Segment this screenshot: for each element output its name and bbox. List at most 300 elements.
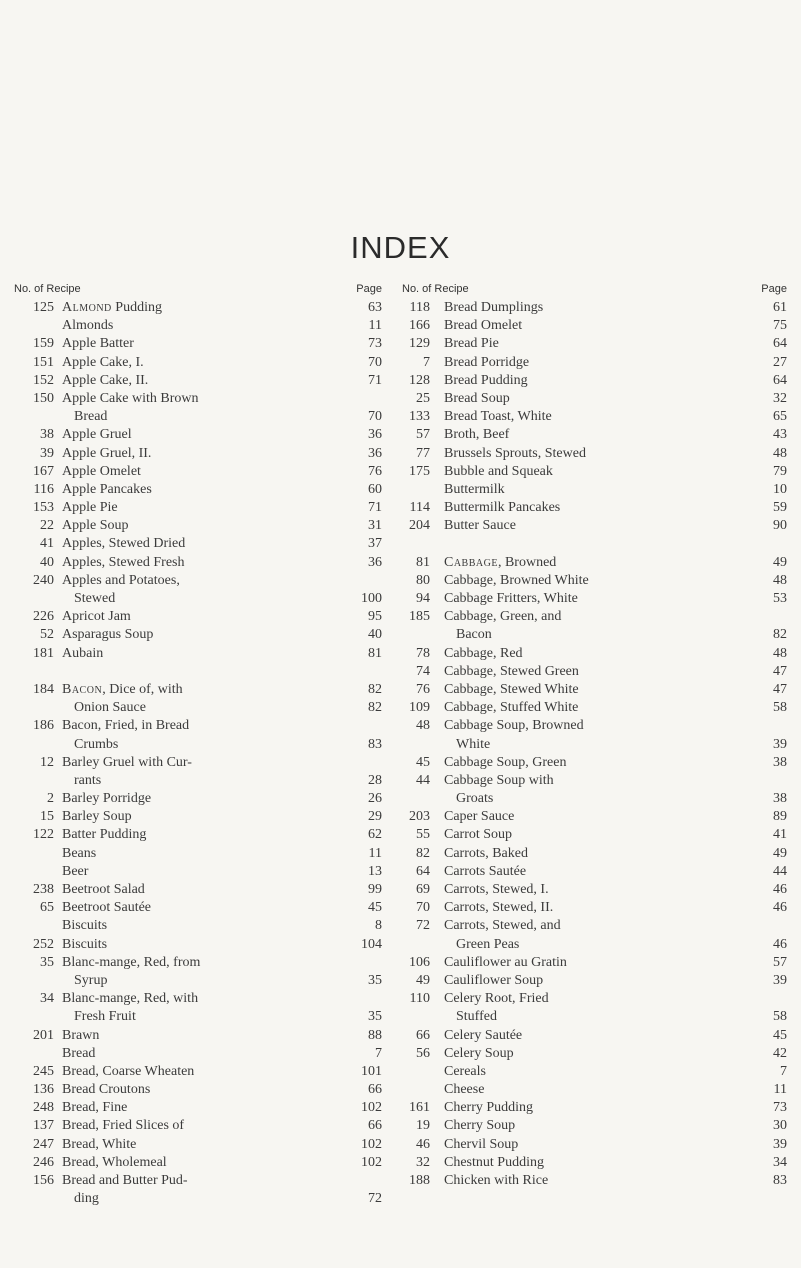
- entry-title: Beetroot Sautée: [62, 900, 152, 916]
- recipe-number: 48: [416, 718, 430, 734]
- recipe-number: 125: [33, 300, 54, 315]
- entry-line: [14, 481, 382, 499]
- entry-title: Carrots, Stewed, and: [444, 918, 561, 934]
- recipe-number: 203: [409, 809, 430, 825]
- entry-title: Bread, White: [62, 1136, 137, 1152]
- entry-line: [402, 1045, 787, 1063]
- recipe-number: 2: [47, 791, 54, 807]
- entry-title: Crumbs: [74, 736, 119, 752]
- page-number: 64: [773, 336, 787, 352]
- entry-title: Apple Pancakes: [62, 481, 152, 497]
- page-number: 65: [773, 409, 787, 425]
- entry-title: Syrup: [74, 972, 108, 988]
- entry-title: Beetroot Salad: [62, 882, 145, 897]
- entry-title: Cabbage, Browned: [444, 554, 557, 570]
- index-entry: [14, 681, 382, 717]
- recipe-number: 181: [33, 645, 54, 661]
- index-entry: [14, 626, 382, 644]
- index-entry: [14, 881, 382, 899]
- entry-title: Cabbage Fritters, White: [444, 591, 578, 606]
- entry-title: Cabbage, Red: [444, 645, 523, 661]
- entry-title: Bread Pudding: [444, 372, 528, 388]
- entry-line: [14, 1172, 382, 1190]
- recipe-number: 201: [33, 1027, 54, 1043]
- entry-line: [402, 1081, 787, 1099]
- recipe-number: 49: [416, 972, 430, 988]
- entry-line: [402, 445, 787, 463]
- entry-line: [402, 354, 787, 372]
- page-number: 61: [773, 300, 787, 315]
- index-entry: [14, 535, 382, 553]
- column-header: [14, 283, 382, 299]
- index-entry: [402, 426, 787, 444]
- entry-line: [402, 408, 787, 426]
- page-number: 90: [773, 518, 787, 534]
- index-entry: [402, 572, 787, 590]
- entry-line: [402, 1154, 787, 1172]
- entry-title: Blanc-mange, Red, from: [62, 954, 201, 970]
- entry-title: Beer: [62, 863, 89, 879]
- recipe-number: 12: [40, 754, 54, 770]
- entry-line: [14, 754, 382, 772]
- entry-line: [14, 535, 382, 553]
- page-number: 76: [368, 463, 382, 479]
- entry-line: [14, 517, 382, 535]
- index-entry: [14, 445, 382, 463]
- entry-title: Cabbage, Green, and: [444, 609, 562, 625]
- entry-line: [402, 645, 787, 663]
- recipe-number: 7: [423, 354, 430, 370]
- entry-line: [14, 626, 382, 644]
- recipe-number: 40: [40, 554, 54, 570]
- entry-title: Bread Soup: [444, 390, 510, 406]
- index-entry: [402, 408, 787, 426]
- entry-line: [14, 917, 382, 935]
- page-number: 44: [773, 863, 787, 879]
- index-entry: [14, 717, 382, 753]
- entry-title: Caper Sauce: [444, 809, 515, 825]
- entry-title: Bread: [62, 1045, 96, 1061]
- recipe-number: 38: [40, 427, 54, 443]
- recipe-number: 152: [33, 372, 54, 388]
- index-entry: [402, 826, 787, 844]
- entry-line: [14, 699, 382, 717]
- entry-title: Butter Sauce: [444, 518, 516, 534]
- page-number: 70: [368, 409, 382, 425]
- entry-title: Apple Gruel: [62, 427, 132, 443]
- entry-title: ding: [74, 1191, 99, 1207]
- entry-line: [402, 463, 787, 481]
- index-entry: [402, 1172, 787, 1190]
- recipe-number: 70: [416, 900, 430, 916]
- index-entry: [14, 372, 382, 390]
- page-number: 47: [773, 681, 787, 697]
- entry-line: [402, 554, 787, 572]
- entry-title: Bread Dumplings: [444, 300, 544, 315]
- recipe-number: 185: [409, 609, 430, 625]
- index-entry: [402, 681, 787, 699]
- page-number: 83: [368, 736, 382, 752]
- entry-line: [14, 390, 382, 408]
- entry-title: Batter Pudding: [62, 827, 147, 843]
- entry-line: [14, 1008, 382, 1026]
- page-number: 63: [368, 300, 382, 315]
- index-entry: [402, 481, 787, 499]
- page-number: 11: [368, 845, 382, 861]
- entry-line: [402, 790, 787, 808]
- recipe-number: 137: [33, 1118, 54, 1134]
- recipe-number: 151: [33, 354, 54, 370]
- entry-title: Fresh Fruit: [74, 1009, 136, 1025]
- index-entry: [402, 1081, 787, 1099]
- entry-title: Barley Gruel with Cur-: [62, 754, 192, 770]
- recipe-number: 22: [40, 518, 54, 534]
- entry-title: Bread Toast, White: [444, 409, 552, 425]
- recipe-number: 94: [416, 591, 430, 606]
- index-entry: [402, 754, 787, 772]
- entry-line: [402, 1117, 787, 1135]
- entry-title: Green Peas: [456, 936, 520, 952]
- index-entry: [402, 863, 787, 881]
- entry-title: Cabbage Soup, Green: [444, 754, 567, 770]
- entry-title: Bread Pie: [444, 336, 499, 352]
- page-number: 70: [368, 354, 382, 370]
- recipe-number: 167: [33, 463, 54, 479]
- page-number: 11: [773, 1082, 787, 1098]
- entry-title: Cabbage, Stewed Green: [444, 663, 579, 679]
- entry-title: Bread and Butter Pud-: [62, 1173, 188, 1188]
- entry-line: [14, 936, 382, 954]
- entry-title: Carrot Soup: [444, 827, 513, 843]
- index-entry: [402, 1154, 787, 1172]
- entry-title: Bread: [74, 409, 108, 425]
- entry-line: [14, 1117, 382, 1135]
- recipe-number: 156: [33, 1173, 54, 1188]
- index-entry: [14, 790, 382, 808]
- recipe-number: 110: [409, 991, 430, 1007]
- page-number: 36: [368, 427, 382, 443]
- index-entry: [402, 881, 787, 899]
- entry-line: [14, 572, 382, 590]
- index-entry: [402, 608, 787, 644]
- recipe-number: 159: [33, 336, 54, 352]
- index-entry: [14, 299, 382, 317]
- entry-title: White: [456, 736, 491, 752]
- recipe-number: 114: [409, 500, 430, 516]
- entry-line: [14, 299, 382, 317]
- index-entry: [14, 1099, 382, 1117]
- index-entry: [402, 463, 787, 481]
- page-number: 45: [368, 900, 382, 916]
- page-number: 99: [368, 882, 382, 897]
- page-number: 39: [773, 1136, 787, 1152]
- entry-line: [402, 426, 787, 444]
- entry-line: [14, 1027, 382, 1045]
- recipe-number: 133: [409, 409, 430, 425]
- page-header: Page: [761, 283, 787, 295]
- entry-title: Apricot Jam: [62, 609, 131, 625]
- page-number: 79: [773, 463, 787, 479]
- page-number: 66: [368, 1118, 382, 1134]
- entry-line: [14, 717, 382, 735]
- entry-title: Bacon, Dice of, with: [62, 681, 183, 697]
- recipe-number: 34: [40, 991, 54, 1007]
- page-number: 100: [361, 591, 382, 606]
- entry-line: [14, 463, 382, 481]
- page-number: 30: [773, 1118, 787, 1134]
- page-number: 39: [773, 736, 787, 752]
- entry-line: [14, 681, 382, 699]
- page-number: 64: [773, 372, 787, 388]
- page-number: 73: [773, 1100, 787, 1116]
- entry-title: Chervil Soup: [444, 1136, 519, 1152]
- page-number: 48: [773, 645, 787, 661]
- entry-title: Cabbage, Stewed White: [444, 681, 579, 697]
- recipe-number-header: No. of Recipe: [402, 283, 469, 295]
- page-number: 83: [773, 1173, 787, 1188]
- page-number: 36: [368, 554, 382, 570]
- entry-title: Bread Croutons: [62, 1082, 151, 1098]
- index-entry: [402, 645, 787, 663]
- index-entry: [14, 808, 382, 826]
- entry-title: Apple Omelet: [62, 463, 141, 479]
- recipe-number: 240: [33, 572, 54, 588]
- recipe-number: 76: [416, 681, 430, 697]
- page-number: 41: [773, 827, 787, 843]
- recipe-number: 245: [33, 1063, 54, 1079]
- page-title: INDEX: [350, 230, 451, 265]
- recipe-number: 122: [33, 827, 54, 843]
- index-entry: [402, 899, 787, 917]
- entry-title: Almond Pudding: [62, 300, 162, 315]
- index-entry: [14, 1063, 382, 1081]
- recipe-number: 252: [33, 936, 54, 952]
- entry-line: [14, 954, 382, 972]
- entry-title: Apple Gruel, II.: [62, 445, 152, 461]
- page-number: 81: [368, 645, 382, 661]
- entry-title: Celery Sautée: [444, 1027, 523, 1043]
- entry-title: Carrots, Stewed, II.: [444, 900, 554, 916]
- entry-title: Cauliflower au Gratin: [444, 954, 567, 970]
- page-number: 7: [375, 1045, 382, 1061]
- entry-title: Stuffed: [456, 1009, 497, 1025]
- entry-line: [402, 499, 787, 517]
- recipe-number: 41: [40, 536, 54, 552]
- index-entry: [14, 990, 382, 1026]
- index-entry: [402, 499, 787, 517]
- entry-line: [402, 335, 787, 353]
- recipe-number: 118: [409, 300, 430, 315]
- entry-title: Bacon, Fried, in Bread: [62, 718, 190, 734]
- page-number: 58: [773, 700, 787, 716]
- entry-title: Brawn: [62, 1027, 100, 1043]
- entry-title: Apple Pie: [62, 500, 118, 516]
- entry-line: [14, 772, 382, 790]
- recipe-number: 80: [416, 572, 430, 588]
- entry-line: [402, 372, 787, 390]
- entry-line: [14, 372, 382, 390]
- recipe-number: 129: [409, 336, 430, 352]
- index-entry: [14, 517, 382, 535]
- index-entry: [402, 445, 787, 463]
- entry-line: [402, 626, 787, 644]
- page-number: 89: [773, 809, 787, 825]
- page-number: 95: [368, 609, 382, 625]
- recipe-number: 15: [40, 809, 54, 825]
- entry-line: [402, 754, 787, 772]
- page-number: 104: [361, 936, 382, 952]
- page-number: 66: [368, 1082, 382, 1098]
- recipe-number: 56: [416, 1045, 430, 1061]
- page-number: 72: [368, 1191, 382, 1207]
- page-number: 48: [773, 445, 787, 461]
- page-number: 82: [368, 700, 382, 716]
- entry-line: [14, 426, 382, 444]
- entry-title: Apple Cake with Brown: [62, 390, 199, 406]
- recipe-number: 45: [416, 754, 430, 770]
- page-number: 35: [368, 1009, 382, 1025]
- entry-line: [14, 408, 382, 426]
- page-number: 32: [773, 390, 787, 406]
- index-entry: [402, 1117, 787, 1135]
- page-number: 60: [368, 481, 382, 497]
- entry-title: Apples, Stewed Dried: [62, 536, 186, 552]
- entry-line: [402, 881, 787, 899]
- index-entry: [14, 1172, 382, 1208]
- index-entry: [402, 390, 787, 408]
- entry-line: [14, 445, 382, 463]
- index-entry: [14, 645, 382, 663]
- recipe-number: 247: [33, 1136, 54, 1152]
- recipe-number: 184: [33, 681, 54, 697]
- entry-title: Beans: [62, 845, 97, 861]
- index-entry: [402, 590, 787, 608]
- entry-line: [402, 663, 787, 681]
- page-number: 82: [773, 627, 787, 643]
- entry-title: Apple Cake, II.: [62, 372, 149, 388]
- entry-title: Apples, Stewed Fresh: [62, 554, 185, 570]
- recipe-number: 161: [409, 1100, 430, 1116]
- entry-title: rants: [74, 772, 102, 788]
- entry-title: Asparagus Soup: [62, 627, 154, 643]
- page-number: 26: [368, 791, 382, 807]
- entry-title: Bread, Wholemeal: [62, 1154, 167, 1170]
- index-entry: [14, 354, 382, 372]
- index-entry: [14, 426, 382, 444]
- entry-line: [402, 954, 787, 972]
- index-entry: [14, 1136, 382, 1154]
- page-number: 29: [368, 809, 382, 825]
- recipe-number: 106: [409, 954, 430, 970]
- entry-title: Carrots, Baked: [444, 845, 528, 861]
- entry-title: Barley Soup: [62, 809, 132, 825]
- index-entry: [402, 554, 787, 572]
- page-number: 48: [773, 572, 787, 588]
- index-entry: [14, 335, 382, 353]
- page-number: 27: [773, 354, 787, 370]
- page-number: 37: [368, 536, 382, 552]
- entry-line: [402, 826, 787, 844]
- entry-line: [402, 590, 787, 608]
- index-entry: [14, 390, 382, 426]
- entry-title: Apple Cake, I.: [62, 354, 144, 370]
- entry-title: Bread, Fried Slices of: [62, 1118, 185, 1134]
- recipe-number: 64: [416, 863, 430, 879]
- index-entry: [14, 1027, 382, 1045]
- recipe-number: 204: [409, 518, 430, 534]
- entry-line: [14, 499, 382, 517]
- entry-line: [14, 1081, 382, 1099]
- page-number: 47: [773, 663, 787, 679]
- recipe-number: 39: [40, 445, 54, 461]
- index-entry: [402, 772, 787, 808]
- entry-line: [14, 881, 382, 899]
- page-number: 38: [773, 791, 787, 807]
- entry-title: Onion Sauce: [74, 700, 146, 716]
- index-entry: [402, 972, 787, 990]
- entry-title: Bacon: [456, 627, 492, 643]
- index-entries: [14, 299, 382, 1208]
- page-number: 46: [773, 900, 787, 916]
- page-number: 88: [368, 1027, 382, 1043]
- index-entry: [14, 1045, 382, 1063]
- index-entry: [14, 917, 382, 935]
- index-entry: [402, 1063, 787, 1081]
- entry-line: [14, 972, 382, 990]
- recipe-number: 248: [33, 1100, 54, 1116]
- page-number: 59: [773, 500, 787, 516]
- recipe-number: 109: [409, 700, 430, 716]
- entry-title: Celery Soup: [444, 1045, 514, 1061]
- page-number: 8: [375, 918, 382, 934]
- page-number: 43: [773, 427, 787, 443]
- index-entry: [14, 463, 382, 481]
- recipe-number: 32: [416, 1154, 430, 1170]
- entry-line: [402, 608, 787, 626]
- recipe-number: 72: [416, 918, 430, 934]
- recipe-number: 46: [416, 1136, 430, 1152]
- page-header: Page: [356, 283, 382, 295]
- page-number: 102: [361, 1154, 382, 1170]
- entry-line: [14, 608, 382, 626]
- entry-title: Carrots Sautée: [444, 863, 527, 879]
- entry-line: [14, 554, 382, 572]
- entry-title: Broth, Beef: [444, 427, 510, 443]
- entry-title: Biscuits: [62, 936, 108, 952]
- page-number: 53: [773, 591, 787, 606]
- recipe-number: 150: [33, 390, 54, 406]
- recipe-number: 186: [33, 718, 54, 734]
- entry-line: [402, 936, 787, 954]
- page-number: 62: [368, 827, 382, 843]
- page-number: 57: [773, 954, 787, 970]
- page-number: 82: [368, 681, 382, 697]
- page-number: 7: [780, 1063, 787, 1079]
- entry-line: [402, 481, 787, 499]
- index-entry: [14, 499, 382, 517]
- page-number: 36: [368, 445, 382, 461]
- entry-title: Apple Soup: [62, 518, 129, 534]
- index-entry: [402, 1136, 787, 1154]
- entry-title: Almonds: [62, 318, 114, 334]
- entry-title: Buttermilk Pancakes: [444, 500, 561, 516]
- entry-title: Cherry Soup: [444, 1118, 516, 1134]
- entry-title: Brussels Sprouts, Stewed: [444, 445, 586, 461]
- entry-line: [402, 390, 787, 408]
- index-entry: [14, 554, 382, 572]
- index-entry: [14, 754, 382, 790]
- index-entry: [14, 1154, 382, 1172]
